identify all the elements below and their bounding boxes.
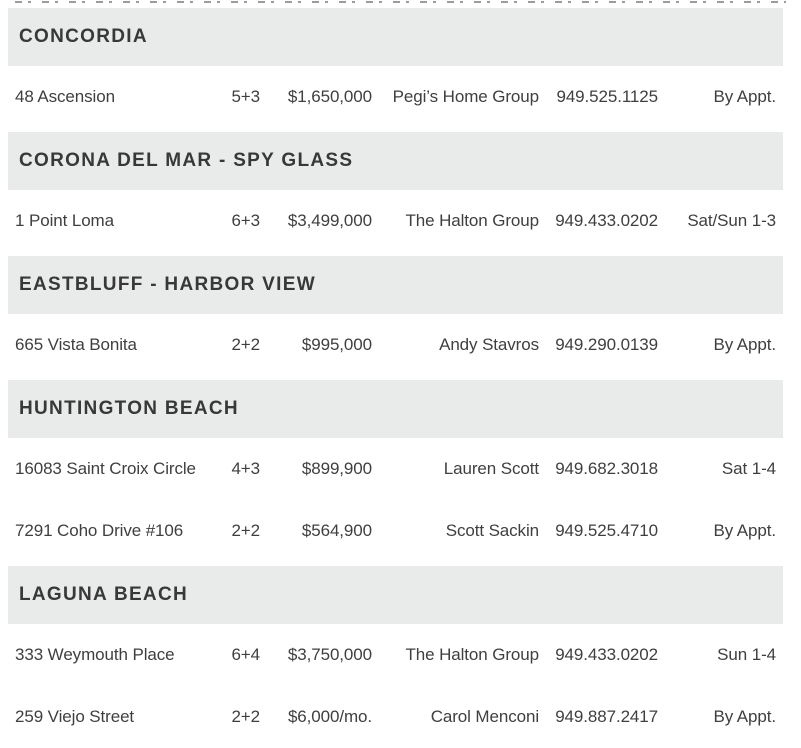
listing-phone: 949.887.2417 — [555, 707, 658, 726]
listing-address: 665 Vista Bonita — [15, 335, 137, 354]
listing-open-time: By Appt. — [713, 335, 776, 354]
listing-address: 333 Weymouth Place — [15, 645, 175, 664]
listing-open-time: By Appt. — [713, 87, 776, 106]
listing-agent: Pegi’s Home Group — [392, 87, 539, 106]
cropped-row-remnant — [15, 1, 786, 3]
section-laguna-beach — [0, 566, 801, 748]
listing-agent: Carol Menconi — [430, 707, 539, 726]
section-title: CORONA DEL MAR - SPY GLASS — [19, 150, 354, 171]
listing-price: $995,000 — [301, 335, 372, 354]
listing-phone: 949.682.3018 — [555, 459, 658, 478]
listing-open-time: By Appt. — [713, 521, 776, 540]
listing-phone: 949.525.1125 — [556, 87, 658, 106]
listing-price: $899,900 — [301, 459, 372, 478]
listing-phone: 949.433.0202 — [555, 645, 658, 664]
section-header — [8, 132, 783, 190]
listing-open-time: Sat 1-4 — [721, 459, 776, 478]
section-huntington-beach — [0, 380, 801, 562]
section-header — [8, 256, 783, 314]
listing-beds-baths: 2+2 — [231, 335, 260, 354]
listing-row — [15, 624, 776, 686]
section-title: HUNTINGTON BEACH — [19, 398, 239, 419]
listing-address: 259 Viejo Street — [15, 707, 135, 726]
section-concordia — [0, 8, 801, 128]
section-header — [8, 8, 783, 66]
listing-address: 7291 Coho Drive #106 — [15, 521, 184, 540]
listing-open-time: Sun 1-4 — [717, 645, 776, 664]
section-header — [8, 566, 783, 624]
listing-phone: 949.433.0202 — [555, 211, 658, 230]
listing-agent: Scott Sackin — [445, 521, 539, 540]
listing-open-time: By Appt. — [713, 707, 776, 726]
listing-address: 1 Point Loma — [15, 211, 114, 230]
section-title: EASTBLUFF - HARBOR VIEW — [19, 274, 316, 295]
listing-price: $1,650,000 — [287, 87, 372, 106]
listing-agent: Lauren Scott — [443, 459, 539, 478]
listing-beds-baths: 2+2 — [231, 707, 260, 726]
listing-beds-baths: 6+4 — [231, 645, 260, 664]
section-title: CONCORDIA — [19, 26, 148, 47]
listing-beds-baths: 2+2 — [231, 521, 260, 540]
listing-agent: The Halton Group — [405, 645, 539, 664]
listing-address: 48 Ascension — [15, 87, 115, 106]
listing-row — [15, 686, 776, 748]
listing-row — [15, 66, 776, 128]
listing-beds-baths: 4+3 — [231, 459, 260, 478]
section-title: LAGUNA BEACH — [19, 584, 189, 605]
listing-agent: Andy Stavros — [439, 335, 539, 354]
section-header — [8, 380, 783, 438]
listing-address: 16083 Saint Croix Circle — [15, 459, 196, 478]
listing-agent: The Halton Group — [405, 211, 539, 230]
listing-price: $6,000/mo. — [287, 707, 372, 726]
listing-row — [15, 438, 776, 500]
listing-open-time: Sat/Sun 1-3 — [687, 211, 776, 230]
listing-price: $564,900 — [301, 521, 372, 540]
section-eastbluff-harbor-view — [0, 256, 801, 376]
listing-price: $3,499,000 — [287, 211, 372, 230]
listing-beds-baths: 5+3 — [231, 87, 260, 106]
listing-beds-baths: 6+3 — [231, 211, 260, 230]
listing-row — [15, 500, 776, 562]
listing-row — [15, 190, 776, 252]
listing-phone: 949.525.4710 — [555, 521, 658, 540]
section-corona-del-mar-spy-glass — [0, 132, 801, 252]
listing-row — [15, 314, 776, 376]
listing-phone: 949.290.0139 — [555, 335, 658, 354]
listing-price: $3,750,000 — [287, 645, 372, 664]
